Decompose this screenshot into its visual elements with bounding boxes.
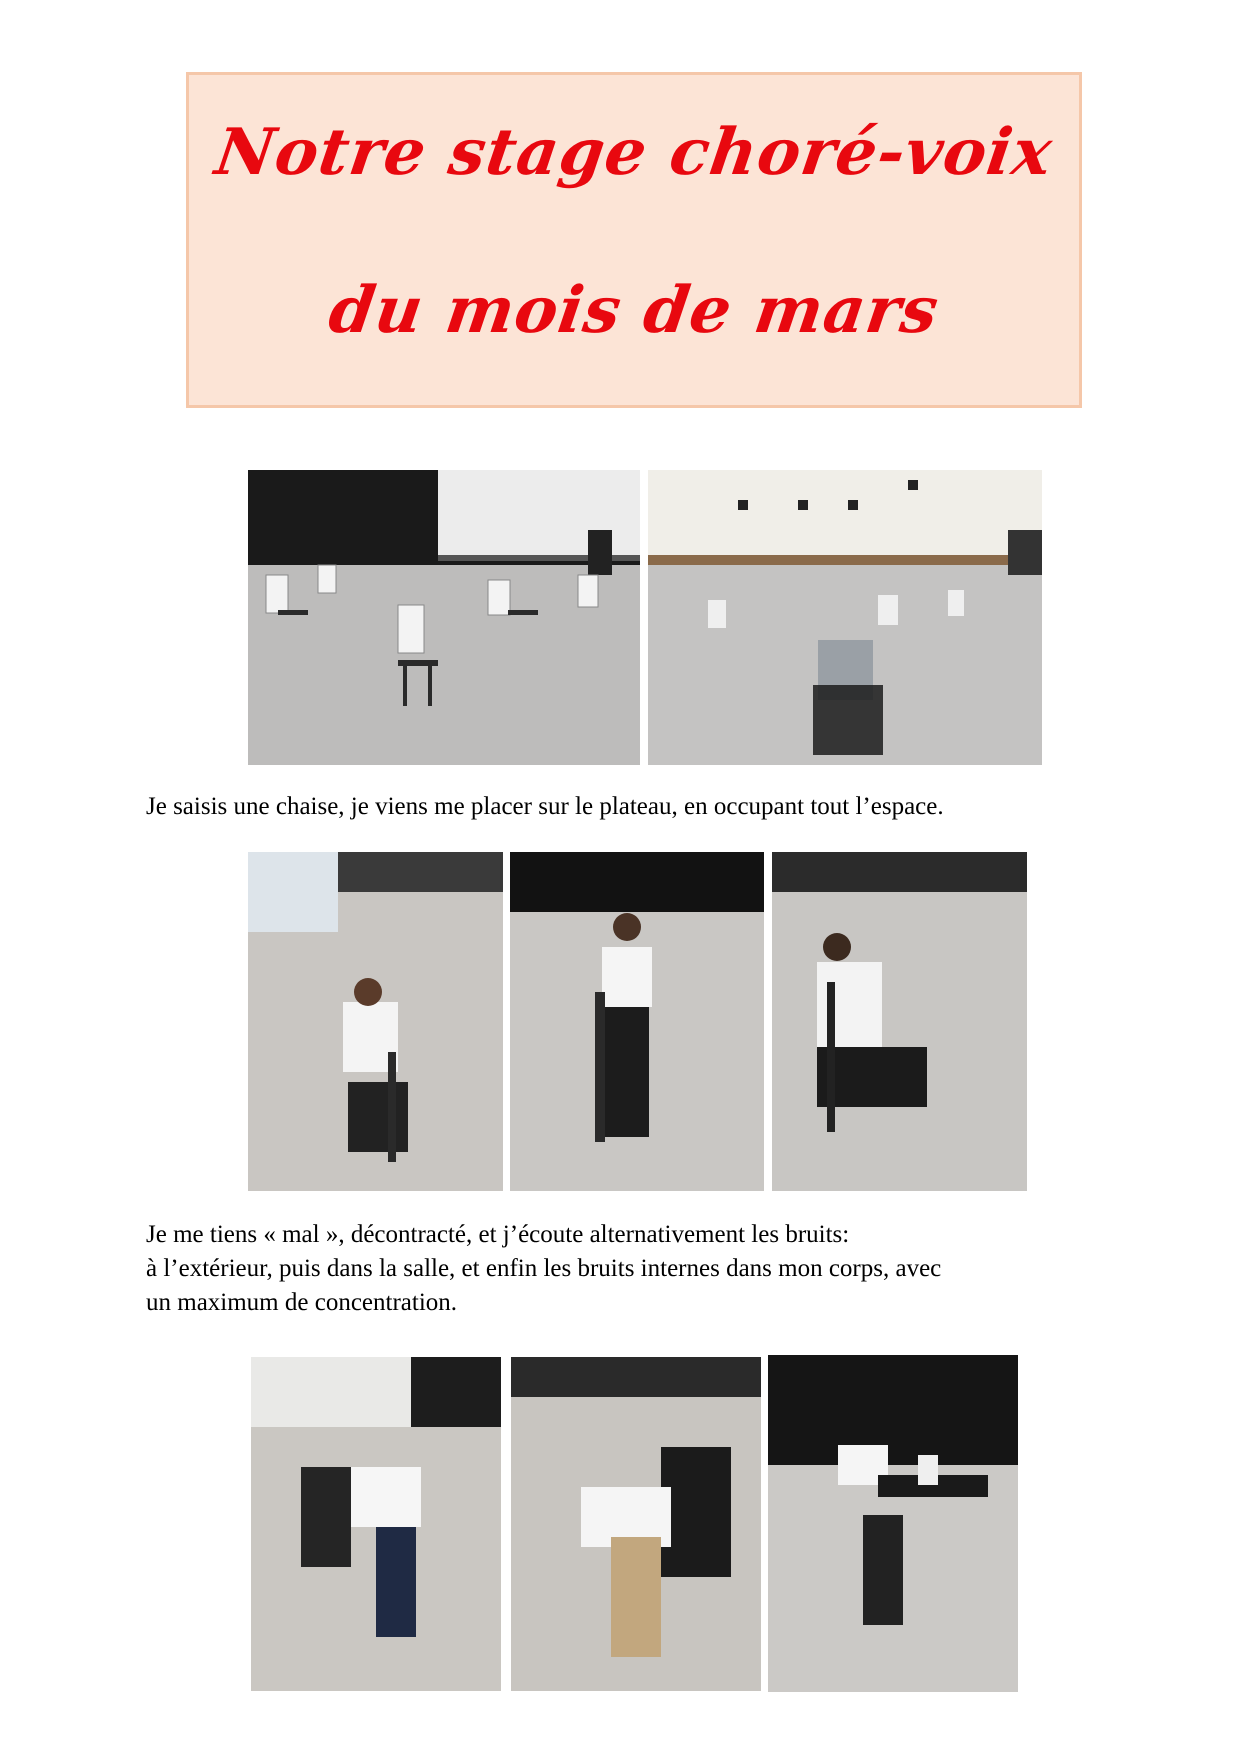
title-banner <box>186 72 1082 408</box>
photo-girl-leaning-back <box>248 852 503 1191</box>
caption-2-line-2: à l’extérieur, puis dans la salle, et enfin les bruits internes dans mon corps, avec <box>146 1255 942 1282</box>
photo-girl-bending-down <box>511 1357 761 1691</box>
title-line-2: du mois de mars <box>324 273 944 348</box>
photo-dance-hall-wide <box>648 470 1042 765</box>
caption-2-line-1: Je me tiens « mal », décontracté, et j’écoute alternativement les bruits: <box>146 1221 850 1248</box>
photo-girl-hands-on-ears <box>510 852 764 1191</box>
caption-2 <box>146 1218 1106 1320</box>
title-line-1: Notre stage choré-voix <box>210 115 1058 190</box>
caption-2-line-3: un maximum de concentration. <box>146 1289 458 1316</box>
photo-boy-bending-over-chair <box>251 1357 501 1691</box>
caption-1-text: Je saisis une chaise, je viens me placer sur le plateau, en occupant tout l’espace. <box>146 793 944 820</box>
photo-girl-stretching-leg <box>768 1355 1018 1692</box>
caption-1 <box>146 790 1106 824</box>
photo-boy-leaning-back <box>772 852 1027 1191</box>
photo-students-sitting-on-chairs <box>248 470 640 765</box>
